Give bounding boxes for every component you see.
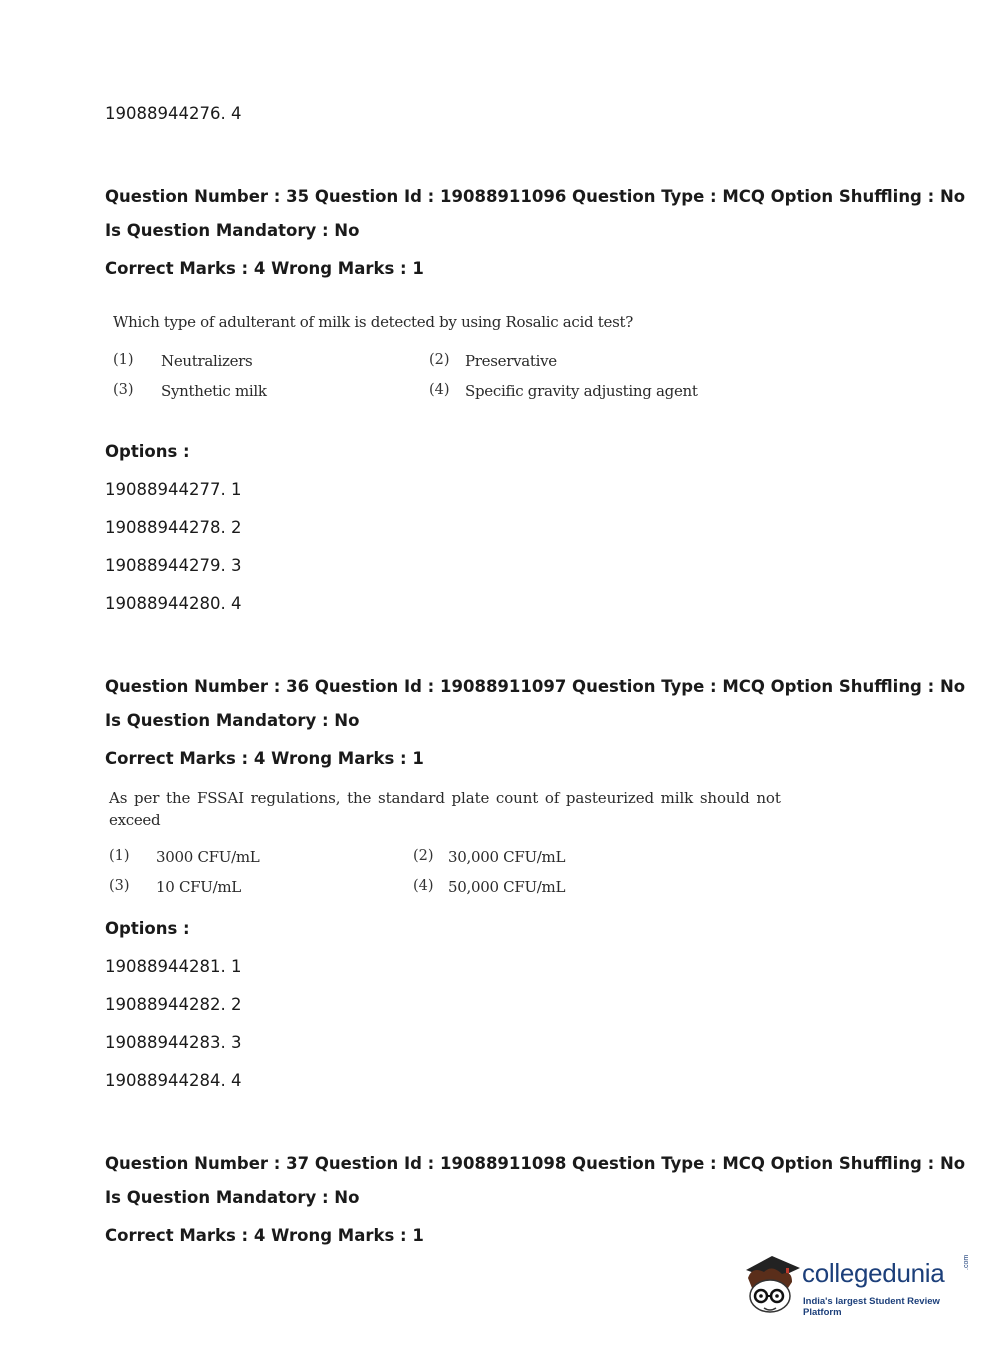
choice-text: 50,000 CFU/mL [448,878,566,896]
options-label: Options : [105,919,190,938]
option-item: 19088944277. 1 [105,480,242,499]
option-item: 19088944281. 1 [105,957,242,976]
question-mandatory: Is Question Mandatory : No [105,711,360,730]
question-marks: Correct Marks : 4 Wrong Marks : 1 [105,749,424,768]
choice-text: Specific gravity adjusting agent [465,382,698,400]
choice-text: Synthetic milk [161,382,267,400]
question-marks: Correct Marks : 4 Wrong Marks : 1 [105,1226,424,1245]
choice-number: (1) [113,352,134,368]
option-item: 19088944282. 2 [105,995,242,1014]
question-mandatory: Is Question Mandatory : No [105,1188,360,1207]
option-item: 19088944279. 3 [105,556,242,575]
option-item: 19088944283. 3 [105,1033,242,1052]
option-item: 19088944284. 4 [105,1071,242,1090]
option-item: 19088944276. 4 [105,104,242,123]
choice-number: (2) [413,848,434,864]
question-text: Which type of adulterant of milk is detected by using Rosalic acid test? [113,313,633,331]
collegedunia-logo [742,1248,972,1320]
mascot-icon [742,1248,804,1320]
choice-text: Neutralizers [161,352,253,370]
choice-number: (2) [429,352,450,368]
question-meta: Question Number : 37 Question Id : 19088911098 Question Type : MCQ Option Shuffling : No [105,1154,966,1173]
question-marks: Correct Marks : 4 Wrong Marks : 1 [105,259,424,278]
logo-tagline: India's largest Student Review Platform [803,1296,940,1318]
choice-text: Preservative [465,352,557,370]
logo-name: collegedunia [802,1258,945,1288]
choice-text: 10 CFU/mL [156,878,241,896]
choice-number: (1) [109,848,130,864]
question-mandatory: Is Question Mandatory : No [105,221,360,240]
choice-text: 3000 CFU/mL [156,848,260,866]
logo-suffix: .com [963,1254,970,1270]
choice-number: (3) [113,382,134,398]
option-item: 19088944278. 2 [105,518,242,537]
question-text: As per the FSSAI regulations, the standard plate count of pasteurized milk should not [109,789,781,807]
choice-number: (4) [429,382,450,398]
choice-text: 30,000 CFU/mL [448,848,566,866]
choice-number: (4) [413,878,434,894]
question-text-continued: exceed [109,811,161,829]
choice-number: (3) [109,878,130,894]
question-meta: Question Number : 35 Question Id : 19088911096 Question Type : MCQ Option Shuffling : No [105,187,966,206]
options-label: Options : [105,442,190,461]
option-item: 19088944280. 4 [105,594,242,613]
question-meta: Question Number : 36 Question Id : 19088911097 Question Type : MCQ Option Shuffling : No [105,677,966,696]
